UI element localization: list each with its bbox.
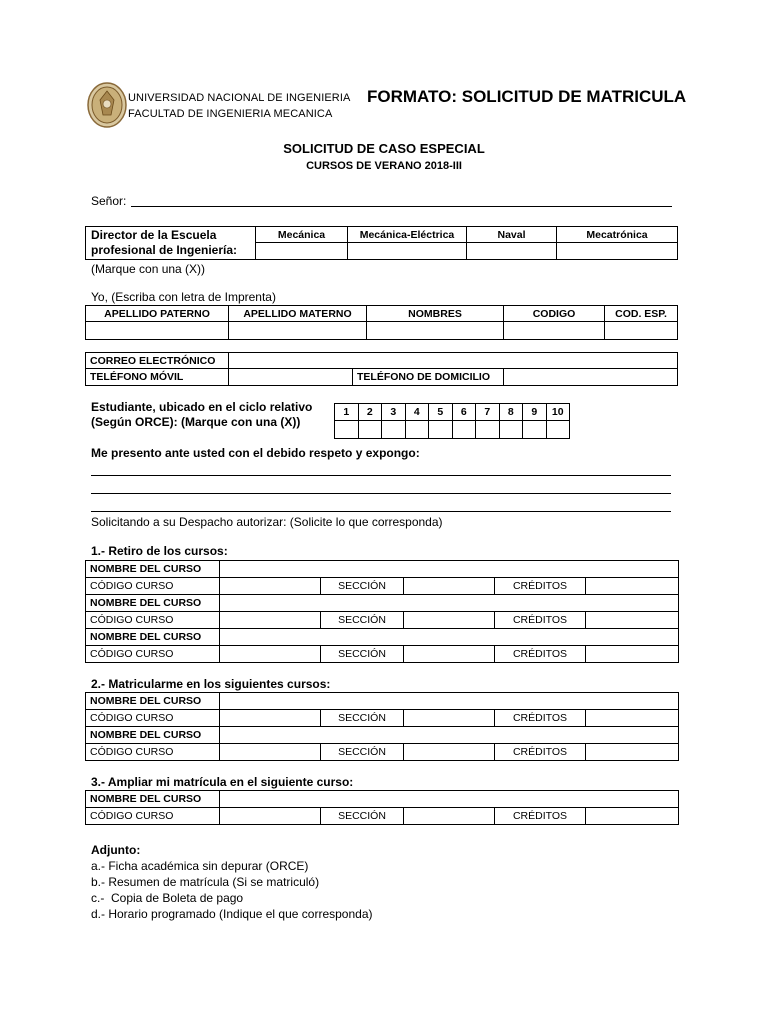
home-phone-label: TELÉFONO DE DOMICILIO <box>353 369 504 386</box>
section-label: SECCIÓN <box>321 808 404 825</box>
option-mecanica: Mecánica <box>256 227 348 243</box>
option-mecanica-electrica: Mecánica-Eléctrica <box>348 227 467 243</box>
course-code-label: CÓDIGO CURSO <box>86 646 220 663</box>
credits-field[interactable] <box>586 646 679 663</box>
attachment-item-c: c.- Copia de Boleta de pago <box>91 891 244 905</box>
cycle-label-line2: (Según ORCE): (Marque con una (X)) <box>91 415 301 429</box>
attachment-item-a: a.- Ficha académica sin depurar (ORCE) <box>91 859 309 873</box>
cycle-mark-9[interactable] <box>523 421 547 439</box>
senor-input-line[interactable] <box>131 206 672 207</box>
contact-table <box>85 352 678 386</box>
cycle-10: 10 <box>546 404 570 421</box>
cycle-mark-2[interactable] <box>358 421 382 439</box>
mobile-field[interactable] <box>229 369 353 386</box>
credits-label: CRÉDITOS <box>495 710 586 727</box>
email-field[interactable] <box>229 353 678 369</box>
course-code-label: CÓDIGO CURSO <box>86 578 220 595</box>
expongo-line-3[interactable] <box>91 511 671 512</box>
course-code-label: CÓDIGO CURSO <box>86 612 220 629</box>
section-label: SECCIÓN <box>321 744 404 761</box>
course-name-field[interactable] <box>220 561 679 578</box>
apellido-materno-field[interactable] <box>229 322 367 340</box>
mark-note: (Marque con una (X)) <box>91 262 206 276</box>
section-label: SECCIÓN <box>321 710 404 727</box>
col-apellido-paterno: APELLIDO PATERNO <box>86 306 229 322</box>
course-code-field[interactable] <box>220 710 321 727</box>
cycle-label-line1: Estudiante, ubicado en el ciclo relativo <box>91 400 313 414</box>
cycle-3: 3 <box>382 404 406 421</box>
section-label: SECCIÓN <box>321 578 404 595</box>
cycle-label <box>91 400 312 430</box>
expongo-line-1[interactable] <box>91 475 671 476</box>
credits-field[interactable] <box>586 710 679 727</box>
credits-label: CRÉDITOS <box>495 612 586 629</box>
section-3-title: 3.- Ampliar mi matrícula en el siguiente curso: <box>91 775 354 789</box>
cycle-5: 5 <box>429 404 453 421</box>
credits-label: CRÉDITOS <box>495 646 586 663</box>
section-2-title: 2.- Matricularme en los siguientes cursos: <box>91 677 331 691</box>
expongo-line-2[interactable] <box>91 493 671 494</box>
section-field[interactable] <box>404 612 495 629</box>
attachments-block <box>91 842 373 922</box>
credits-field[interactable] <box>586 744 679 761</box>
section-1-title: 1.- Retiro de los cursos: <box>91 544 228 558</box>
cycle-mark-10[interactable] <box>546 421 570 439</box>
cycle-6: 6 <box>452 404 476 421</box>
cycle-9: 9 <box>523 404 547 421</box>
codigo-field[interactable] <box>504 322 605 340</box>
attachment-item-d: d.- Horario programado (Indique el que corresponda) <box>91 907 373 921</box>
section-field[interactable] <box>404 808 495 825</box>
col-codigo: CODIGO <box>504 306 605 322</box>
course-code-field[interactable] <box>220 578 321 595</box>
course-code-label: CÓDIGO CURSO <box>86 808 220 825</box>
home-phone-field[interactable] <box>504 369 678 386</box>
course-name-label: NOMBRE DEL CURSO <box>86 727 220 744</box>
student-names-table <box>85 305 678 340</box>
mobile-label: TELÉFONO MÓVIL <box>86 369 229 386</box>
section-field[interactable] <box>404 710 495 727</box>
expongo-label: Me presento ante usted con el debido respeto y expongo: <box>91 446 420 460</box>
cod-esp-field[interactable] <box>605 322 678 340</box>
section-label: SECCIÓN <box>321 646 404 663</box>
director-table <box>85 226 678 260</box>
credits-label: CRÉDITOS <box>495 808 586 825</box>
course-name-field[interactable] <box>220 629 679 646</box>
mark-cell-naval[interactable] <box>467 243 557 260</box>
format-title: FORMATO: SOLICITUD DE MATRICULA <box>367 87 687 106</box>
director-label-line1: Director de la Escuela <box>91 228 217 242</box>
course-name-field[interactable] <box>220 791 679 808</box>
section-field[interactable] <box>404 744 495 761</box>
course-name-label: NOMBRE DEL CURSO <box>86 561 220 578</box>
document-title: SOLICITUD DE CASO ESPECIAL <box>283 141 485 156</box>
credits-label: CRÉDITOS <box>495 578 586 595</box>
course-code-label: CÓDIGO CURSO <box>86 710 220 727</box>
section-field[interactable] <box>404 578 495 595</box>
attachments-title: Adjunto: <box>91 843 141 857</box>
expand-enrollment-table <box>85 790 679 825</box>
cycle-table <box>334 403 570 439</box>
course-name-field[interactable] <box>220 727 679 744</box>
credits-label: CRÉDITOS <box>495 744 586 761</box>
course-code-field[interactable] <box>220 744 321 761</box>
director-label <box>86 227 256 260</box>
university-seal-logo <box>87 82 127 128</box>
course-name-label: NOMBRE DEL CURSO <box>86 629 220 646</box>
course-code-field[interactable] <box>220 808 321 825</box>
section-label: SECCIÓN <box>321 612 404 629</box>
col-cod-esp: COD. ESP. <box>605 306 678 322</box>
cycle-4: 4 <box>405 404 429 421</box>
course-code-label: CÓDIGO CURSO <box>86 744 220 761</box>
enroll-courses-table <box>85 692 679 761</box>
withdraw-courses-table <box>85 560 679 663</box>
mark-cell-mecanica-electrica[interactable] <box>348 243 467 260</box>
cycle-mark-8[interactable] <box>499 421 523 439</box>
cycle-mark-3[interactable] <box>382 421 406 439</box>
director-label-line2: profesional de Ingeniería: <box>91 243 238 257</box>
course-name-label: NOMBRE DEL CURSO <box>86 693 220 710</box>
option-mecatronica: Mecatrónica <box>557 227 678 243</box>
credits-field[interactable] <box>586 612 679 629</box>
nombres-field[interactable] <box>367 322 504 340</box>
faculty-name: FACULTAD DE INGENIERIA MECANICA <box>128 108 333 120</box>
course-code-field[interactable] <box>220 612 321 629</box>
option-naval: Naval <box>467 227 557 243</box>
cycle-1: 1 <box>335 404 359 421</box>
email-label: CORREO ELECTRÓNICO <box>86 353 229 369</box>
course-name-label: NOMBRE DEL CURSO <box>86 791 220 808</box>
cycle-8: 8 <box>499 404 523 421</box>
course-code-field[interactable] <box>220 646 321 663</box>
names-instruction: Yo, (Escriba con letra de Imprenta) <box>91 290 276 304</box>
cycle-mark-5[interactable] <box>429 421 453 439</box>
document-subtitle: CURSOS DE VERANO 2018-III <box>306 160 462 172</box>
course-name-label: NOMBRE DEL CURSO <box>86 595 220 612</box>
section-field[interactable] <box>404 646 495 663</box>
course-name-field[interactable] <box>220 595 679 612</box>
credits-field[interactable] <box>586 578 679 595</box>
credits-field[interactable] <box>586 808 679 825</box>
apellido-paterno-field[interactable] <box>86 322 229 340</box>
cycle-mark-6[interactable] <box>452 421 476 439</box>
course-name-field[interactable] <box>220 693 679 710</box>
col-apellido-materno: APELLIDO MATERNO <box>229 306 367 322</box>
mark-cell-mecanica[interactable] <box>256 243 348 260</box>
university-name: UNIVERSIDAD NACIONAL DE INGENIERIA <box>128 92 351 104</box>
solicitando-label: Solicitando a su Despacho autorizar: (Solicite lo que corresponda) <box>91 515 443 529</box>
mark-cell-mecatronica[interactable] <box>557 243 678 260</box>
cycle-mark-1[interactable] <box>335 421 359 439</box>
cycle-mark-4[interactable] <box>405 421 429 439</box>
senor-label: Señor: <box>91 194 127 208</box>
attachment-item-b: b.- Resumen de matrícula (Si se matriculó) <box>91 875 320 889</box>
cycle-mark-7[interactable] <box>476 421 500 439</box>
col-nombres: NOMBRES <box>367 306 504 322</box>
cycle-7: 7 <box>476 404 500 421</box>
cycle-2: 2 <box>358 404 382 421</box>
